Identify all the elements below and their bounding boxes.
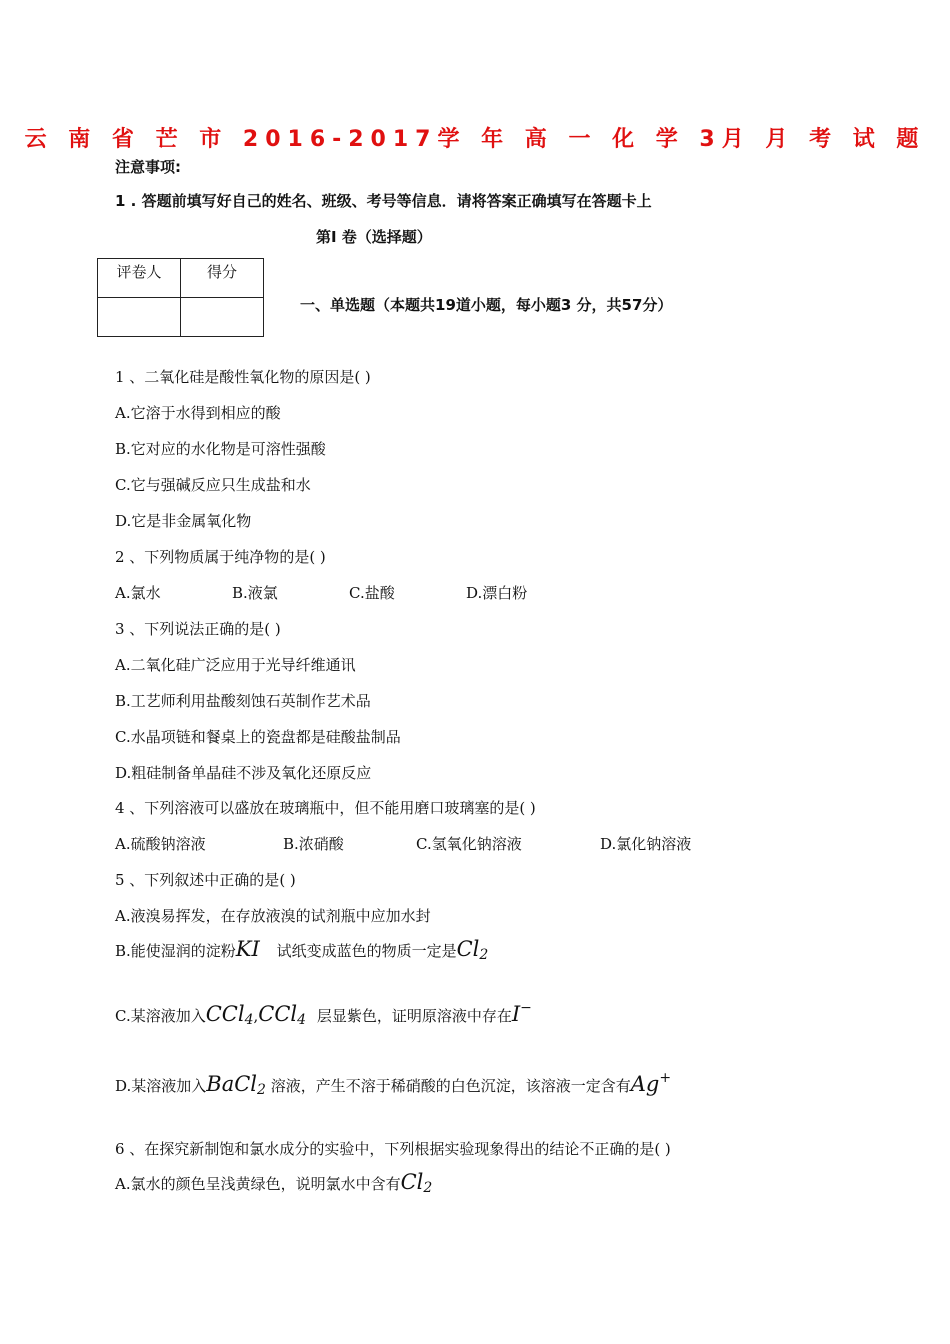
grader-table [97,258,264,337]
option-c-prefix: C.某溶液加入 [115,1007,206,1025]
question-1-option-a: A.它溶于水得到相应的酸 [115,404,281,422]
question-4-option-d: D.氯化钠溶液 [600,835,692,853]
formula-base: Ag [630,1072,660,1096]
question-4-stem: 4 、下列溶液可以盛放在玻璃瓶中，但不能用磨口玻璃塞的是( ) [115,799,536,817]
option-a-prefix: A.氯水的颜色呈浅黄绿色，说明氯水中含有 [115,1175,401,1193]
question-3-option-a: A.二氧化硅广泛应用于光导纤维通讯 [115,656,356,674]
question-2-option-b: B.液氯 [232,584,278,602]
formula-subscript: 4 [244,1012,254,1028]
question-2-option-a: A.氯水 [115,584,161,602]
formula-base: Cl [400,1170,424,1194]
option-b-prefix: B.能使湿润的淀粉 [115,942,236,960]
option-b-middle: 试纸变成蓝色的物质一定是 [276,942,457,960]
option-d-prefix: D.某溶液加入 [115,1077,207,1095]
formula-subscript: 2 [257,1082,266,1098]
question-2-option-d: D.漂白粉 [466,584,528,602]
question-3-option-b: B.工艺师利用盐酸刻蚀石英制作艺术品 [115,692,371,710]
formula-ccl4-second [258,1002,306,1026]
question-5-option-b [115,937,488,963]
formula-subscript: 2 [479,947,489,963]
volume-title: 第I 卷（选择题） [316,228,432,246]
formula-comma: , [253,1007,259,1025]
grader-header-score: 得分 [181,259,264,298]
question-2-option-c: C.盐酸 [349,584,395,602]
question-1-stem: 1 、二氧化硅是酸性氧化物的原因是( ) [115,368,371,386]
formula-ki: KI [235,937,260,961]
question-5-stem: 5 、下列叙述中正确的是( ) [115,871,296,889]
question-3-option-c: C.水晶项链和餐桌上的瓷盘都是硅酸盐制品 [115,728,401,746]
formula-base: BaCl [206,1072,258,1096]
question-1-option-b: B.它对应的水化物是可溶性强酸 [115,440,326,458]
question-4-option-c: C.氢氧化钠溶液 [416,835,522,853]
question-3-stem: 3 、下列说法正确的是( ) [115,620,281,638]
option-d-middle: 溶液，产生不溶于稀硝酸的白色沉淀，该溶液一定含有 [270,1077,631,1095]
option-c-middle: 层显紫色，证明原溶液中存在 [316,1007,512,1025]
question-3-option-d: D.粗硅制备单晶硅不涉及氧化还原反应 [115,764,372,782]
formula-ccl4 [206,1002,254,1026]
formula-base: CCl [205,1002,245,1026]
question-5-option-a: A.液溴易挥发，在存放液溴的试剂瓶中应加水封 [115,907,431,925]
exam-title: 云 南 省 芒 市 2016-2017学 年 高 一 化 学 3月 月 考 试 题 [24,127,926,152]
formula-silver-ion [631,1072,671,1096]
question-4-option-a: A.硫酸钠溶液 [115,835,206,853]
question-5-option-c [115,1000,532,1028]
question-6-option-a [115,1170,432,1196]
formula-subscript: 2 [423,1180,433,1196]
formula-subscript: 4 [297,1012,307,1028]
formula-cl2 [457,937,489,961]
formula-bacl2 [206,1072,266,1096]
question-5-option-d [115,1070,671,1098]
grader-reviewer-cell [98,298,181,337]
question-2-stem: 2 、下列物质属于纯净物的是( ) [115,548,326,566]
formula-superscript: + [659,1070,672,1086]
question-6-stem: 6 、在探究新制饱和氯水成分的实验中，下列根据实验现象得出的结论不正确的是( ) [115,1140,671,1158]
formula-cl2 [401,1170,433,1194]
notice-heading: 注意事项: [115,158,181,176]
formula-base: Cl [456,937,480,961]
formula-iodide [512,1002,532,1026]
formula-base: I [511,1002,521,1026]
formula-superscript: − [520,1000,532,1016]
grader-header-reviewer: 评卷人 [98,259,181,298]
notice-item: 1 . 答题前填写好自己的姓名、班级、考号等信息．请将答案正确填写在答题卡上 [115,192,652,210]
formula-base: CCl [258,1002,298,1026]
grader-score-cell [181,298,264,337]
question-4-option-b: B.浓硝酸 [283,835,344,853]
section-heading: 一、单选题（本题共19道小题，每小题3 分，共57分） [300,296,673,314]
question-1-option-c: C.它与强碱反应只生成盐和水 [115,476,311,494]
question-1-option-d: D.它是非金属氧化物 [115,512,252,530]
